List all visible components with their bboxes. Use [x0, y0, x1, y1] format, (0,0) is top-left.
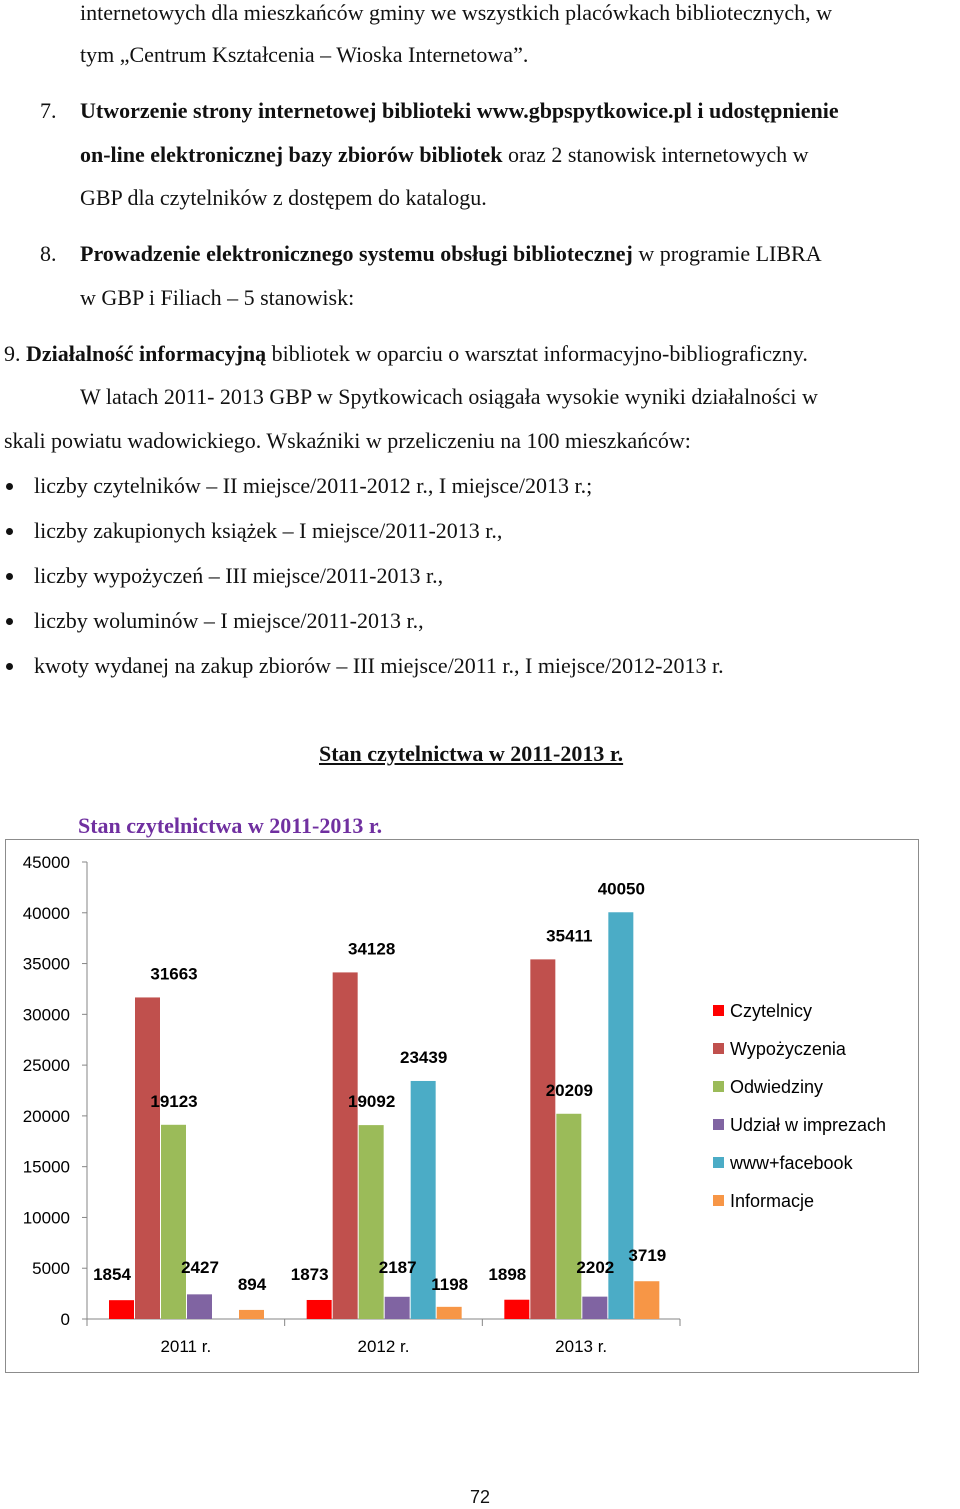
- data-label: 31663: [150, 964, 198, 984]
- y-tick-label: 20000: [22, 1106, 70, 1126]
- bullet-icon: [6, 528, 13, 535]
- y-tick-label: 30000: [22, 1005, 70, 1025]
- y-tick-label: 25000: [22, 1056, 70, 1076]
- x-tick-label: 2012 r.: [357, 1337, 410, 1356]
- bar: [504, 1300, 529, 1319]
- section-heading: Stan czytelnictwa w 2011-2013 r.: [319, 741, 624, 766]
- list-item-number: 9.: [4, 341, 21, 366]
- text-line: internetowych dla mieszkańców gminy we wszystkich placówkach bibliotecznych, w: [80, 0, 833, 25]
- bullet-item: kwoty wydanej na zakup zbiorów – III miejsce/2011 r., I miejsce/2012-2013 r.: [34, 653, 724, 678]
- bullet-item: liczby czytelników – II miejsce/2011-2012 r., I miejsce/2013 r.;: [34, 473, 593, 498]
- data-label: 894: [237, 1275, 267, 1294]
- legend-label: www+facebook: [730, 1153, 853, 1173]
- data-label: 19092: [348, 1092, 396, 1112]
- list-item-8: [80, 241, 822, 267]
- bar: [530, 959, 555, 1319]
- list-item-9: [4, 341, 808, 367]
- y-tick-label: 5000: [32, 1259, 70, 1279]
- bar: [634, 1281, 659, 1319]
- data-label: 1854: [93, 1265, 131, 1284]
- bullet-item: liczby woluminów – I miejsce/2011-2013 r.,: [34, 608, 424, 633]
- bullet-item: liczby wypożyczeń – III miejsce/2011-2013 r.,: [34, 563, 444, 588]
- y-tick-label: 10000: [22, 1208, 70, 1228]
- bullet-icon: [6, 663, 13, 670]
- bar: [556, 1114, 581, 1319]
- legend-swatch: [713, 1195, 724, 1206]
- bar: [239, 1310, 264, 1319]
- bold-text: Działalność informacyjną: [26, 341, 267, 366]
- bar: [135, 997, 160, 1319]
- legend-label: Odwiedziny: [730, 1077, 824, 1097]
- legend-swatch: [713, 1157, 724, 1168]
- y-tick-label: 15000: [22, 1157, 70, 1177]
- list-item-8-line2: w GBP i Filiach – 5 stanowisk:: [80, 285, 355, 310]
- data-label: 35411: [546, 926, 593, 946]
- bar-chart: [0, 805, 960, 1395]
- y-tick-label: 45000: [22, 853, 70, 872]
- data-label: 19123: [150, 1091, 198, 1111]
- y-tick-label: 0: [60, 1310, 70, 1329]
- y-tick-label: 35000: [22, 954, 70, 974]
- paragraph-line: W latach 2011- 2013 GBP w Spytkowicach osiągała wysokie wyniki działalności w: [80, 384, 818, 409]
- list-item-7: Utworzenie strony internetowej biblioteki www.gbpspytkowice.pl i udostępnienie: [80, 98, 839, 123]
- data-label: 3719: [628, 1246, 667, 1265]
- bar: [109, 1300, 134, 1319]
- legend-label: Informacje: [730, 1191, 815, 1211]
- text-line: tym „Centrum Kształcenia – Wioska Internetowa”.: [80, 42, 529, 67]
- data-label: 2427: [181, 1258, 219, 1277]
- x-tick-label: 2013 r.: [555, 1337, 608, 1356]
- data-label: 2202: [576, 1258, 615, 1277]
- x-tick-label: 2011 r.: [160, 1337, 212, 1356]
- bar: [359, 1125, 384, 1319]
- text: bibliotek w oparciu o warsztat informacyjno-bibliograficzny.: [266, 341, 808, 366]
- legend-label: Udział w imprezach: [730, 1115, 887, 1135]
- bullet-item: liczby zakupionych książek – I miejsce/2011-2013 r.,: [34, 518, 503, 543]
- data-label: 20209: [545, 1080, 593, 1100]
- page-number: 72: [470, 1487, 491, 1507]
- bold-text: Prowadzenie elektronicznego systemu obsługi bibliotecznej: [80, 241, 633, 266]
- list-item-number: 7.: [40, 98, 57, 123]
- text: oraz 2 stanowisk internetowych w: [502, 142, 809, 167]
- chart-title: Stan czytelnictwa w 2011-2013 r.: [78, 813, 383, 838]
- bullet-icon: [6, 573, 13, 580]
- legend-label: Czytelnicy: [730, 1001, 813, 1021]
- bar: [385, 1297, 410, 1319]
- bar: [582, 1297, 607, 1319]
- text: w programie LIBRA: [632, 241, 822, 266]
- bullet-icon: [6, 618, 13, 625]
- list-item-7-line2: [80, 142, 809, 168]
- list-item-7-line3: GBP dla czytelników z dostępem do katalogu.: [80, 185, 487, 210]
- data-label: 1873: [290, 1265, 329, 1284]
- bold-text: on-line elektronicznej bazy zbiorów bibliotek: [80, 142, 503, 167]
- data-label: 1898: [488, 1265, 527, 1284]
- data-label: 34128: [348, 939, 396, 959]
- y-tick-label: 40000: [22, 903, 70, 923]
- bullet-icon: [6, 483, 13, 490]
- legend-label: Wypożyczenia: [730, 1039, 846, 1059]
- bar: [333, 972, 358, 1319]
- data-label: 1198: [431, 1275, 469, 1294]
- data-label: 40050: [597, 879, 645, 899]
- data-label: 23439: [400, 1047, 448, 1067]
- legend-swatch: [713, 1081, 724, 1092]
- bar: [161, 1125, 186, 1319]
- legend-swatch: [713, 1119, 724, 1130]
- list-item-number: 8.: [40, 241, 57, 266]
- legend-swatch: [713, 1043, 724, 1054]
- paragraph-line: skali powiatu wadowickiego. Wskaźniki w przeliczeniu na 100 mieszkańców:: [4, 428, 691, 453]
- bar: [307, 1300, 332, 1319]
- legend-swatch: [713, 1005, 724, 1016]
- bar: [187, 1294, 212, 1319]
- bar: [437, 1307, 462, 1319]
- data-label: 2187: [378, 1258, 417, 1277]
